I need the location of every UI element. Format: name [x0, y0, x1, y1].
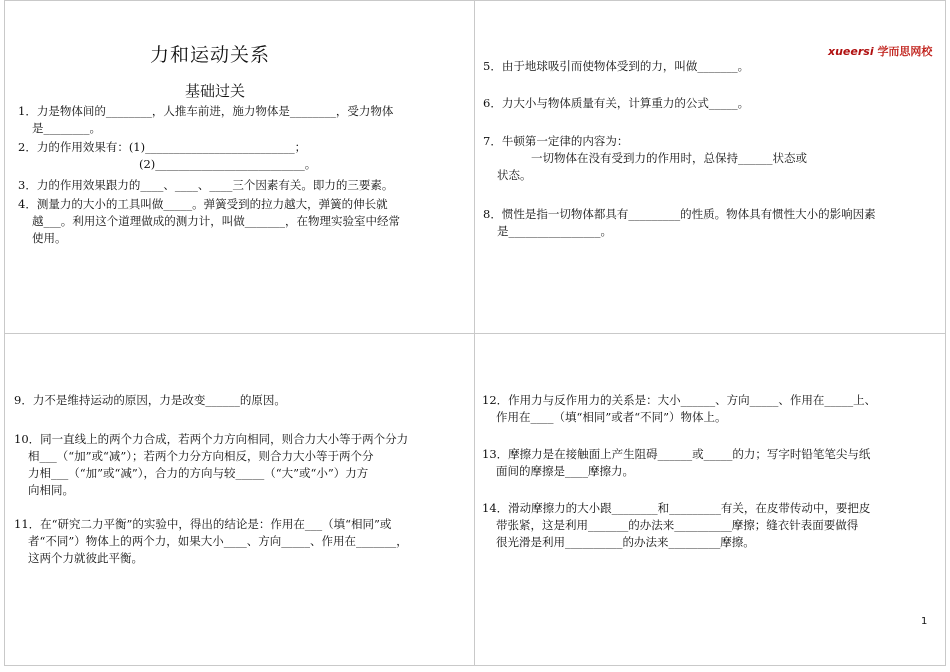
question-10-line-3: 力相___（“加”或“减”），合力的方向与较_____（“大”或“小”）力方 [28, 466, 369, 480]
logo [828, 43, 932, 59]
question-10-line-2: 相___（“加”或“减”）；若两个力分方向相反，则合力大小等于两个分 [28, 449, 374, 463]
question-4-line-1: 4．测量力的大小的工具叫做_____。弹簧受到的拉力越大，弹簧的伸长就 [18, 197, 388, 211]
question-14-line-1: 14．滑动摩擦力的大小跟________和_________有关，在皮带传动中，要把皮 [482, 501, 871, 515]
question-7-line-2: 一切物体在没有受到力的作用时，总保持______状态或 [531, 151, 807, 165]
question-11-line-1: 11．在“研究二力平衡”的实验中，得出的结论是：作用在___（填“相同”或 [14, 517, 392, 531]
question-8-line-2: 是________________。 [497, 224, 612, 238]
question-4-line-3: 使用。 [32, 231, 67, 245]
question-9: 9．力不是维持运动的原因，力是改变______的原因。 [14, 393, 286, 407]
question-10 [14, 431, 472, 499]
question-12-line-2: 作用在____（填“相同”或者“不同”）物体上。 [496, 410, 727, 424]
question-1-line-1: 1．力是物体间的________，人推车前进，施力物体是________，受力物体 [18, 104, 394, 118]
question-2-line-2: (2)__________________________。 [139, 157, 317, 171]
question-13 [482, 446, 942, 480]
question-6: 6．力大小与物体质量有关，计算重力的公式_____。 [483, 96, 750, 110]
question-10-line-1: 10．同一直线上的两个力合成，若两个力方向相同，则合力大小等于两个分力 [14, 432, 409, 446]
question-14 [482, 500, 942, 551]
horizontal-divider [4, 333, 946, 334]
question-1-line-2: 是________。 [32, 121, 101, 135]
logo-brand: xueersi [828, 45, 874, 58]
question-13-line-2: 面间的摩擦是____摩擦力。 [496, 464, 634, 478]
section-title: 基础过关 [184, 82, 245, 100]
question-8 [483, 206, 943, 240]
question-8-line-1: 8．惯性是指一切物体都具有_________的性质。物体具有惯性大小的影响因素 [483, 207, 876, 221]
question-2-line-1: 2．力的作用效果有：(1)__________________________； [18, 140, 307, 154]
question-14-line-3: 很光滑是利用__________的办法来_________摩擦。 [496, 535, 755, 549]
page-number: 1 [921, 616, 928, 627]
question-10-line-4: 向相同。 [28, 483, 74, 497]
question-12-line-1: 12．作用力与反作用力的关系是：大小______、方向_____、作用在_____上、 [482, 393, 877, 407]
question-3: 3．力的作用效果跟力的____、____、____三个因素有关。即力的三要素。 [18, 178, 394, 192]
question-12 [482, 392, 942, 426]
question-13-line-1: 13．摩擦力是在接触面上产生阻碍______或_____的力；写字时铅笔笔尖与纸 [482, 447, 871, 461]
question-14-line-2: 带张紧，这是利用_______的办法来__________摩擦；缝衣针表面要做得 [496, 518, 859, 532]
question-7-line-1: 7．牛顿第一定律的内容为： [483, 134, 629, 148]
question-4-line-2: 越___。利用这个道理做成的测力计，叫做_______，在物理实验室中经常 [32, 214, 400, 228]
logo-name: 学而思网校 [877, 45, 933, 58]
question-7-line-3: 状态。 [497, 168, 532, 182]
question-1 [18, 103, 468, 137]
question-4 [18, 196, 468, 247]
question-11-line-3: 这两个力就彼此平衡。 [28, 551, 143, 565]
question-7 [483, 133, 933, 184]
question-11-line-2: 者“不同”）物体上的两个力，如果大小____、方向_____、作用在_______， [28, 534, 408, 548]
question-2 [18, 139, 468, 173]
page-title: 力和运动关系 [149, 44, 270, 66]
question-11 [14, 516, 472, 567]
question-5: 5．由于地球吸引而使物体受到的力，叫做_______。 [483, 59, 750, 73]
